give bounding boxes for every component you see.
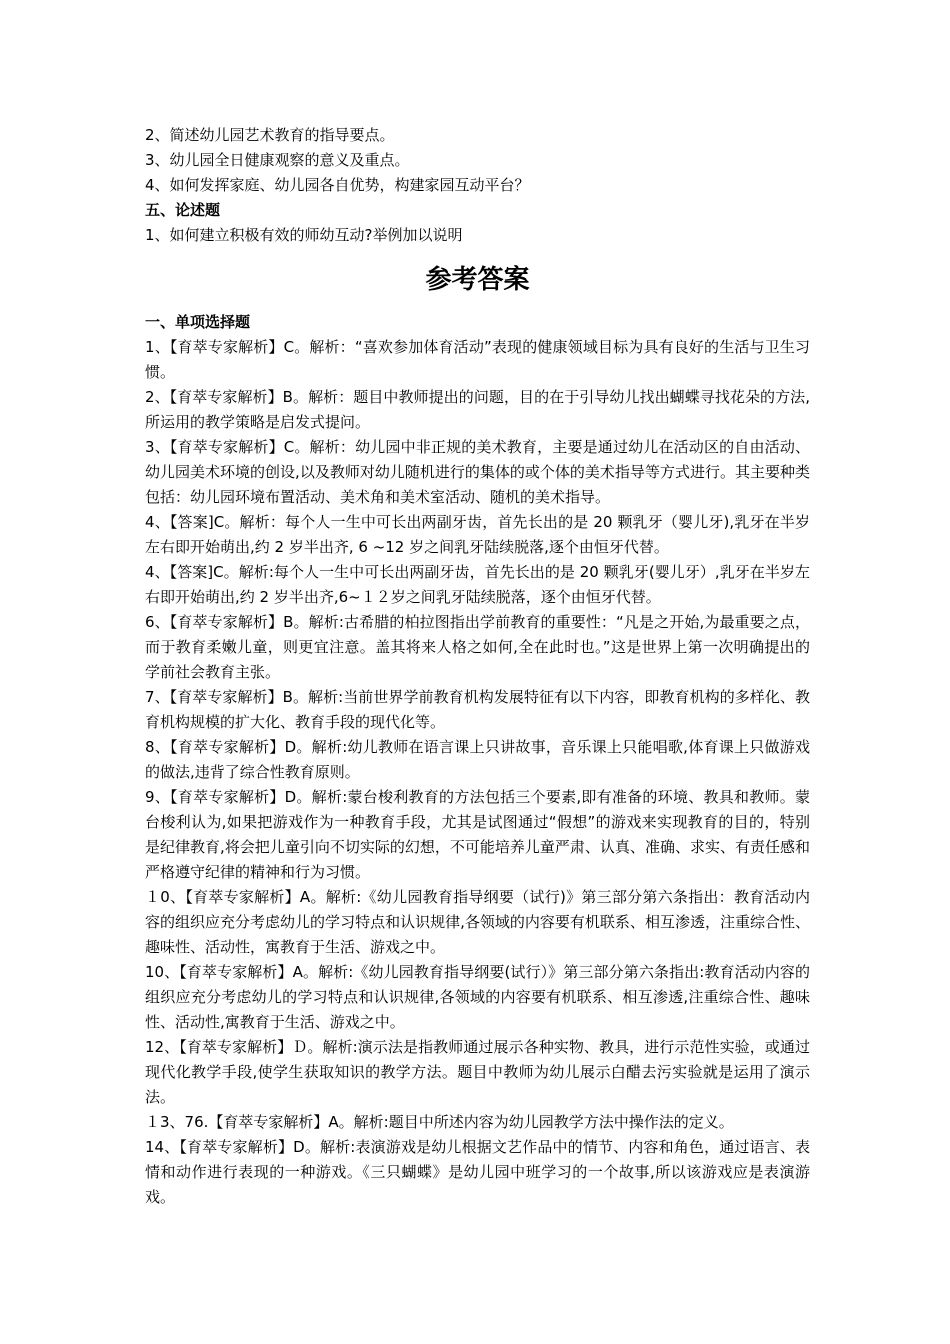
- answer-item: 4、【答案]C。解析:每个人一生中可长出两副牙齿，首先长出的是 20 颗乳牙(婴儿牙）,乳牙在半岁左右即开始萌出,约 2 岁半出齐,6~１２岁之间乳牙陆续脱落，逐个由恒牙代替。: [145, 563, 810, 606]
- section-5-heading: 五、论述题: [145, 201, 221, 219]
- answer-item: 7、【育萃专家解析】B。解析:当前世界学前教育机构发展特征有以下内容，即教育机构的多样化、教育机构规模的扩大化、教育手段的现代化等。: [145, 688, 810, 731]
- answer-item: 2、【育萃专家解析】B。解析：题目中教师提出的问题，目的在于引导幼儿找出蝴蝶寻找花朵的方法,所运用的教学策略是启发式提问。: [145, 388, 810, 431]
- answer-item: 8、【育萃专家解析】D。解析:幼儿教师在语言课上只讲故事，音乐课上只能唱歌,体育课上只做游戏的做法,违背了综合性教育原则。: [145, 738, 810, 781]
- answer-item: 10、【育萃专家解析】A。解析:《幼儿园教育指导纲要(试行）》第三部分第六条指出:教育活动内容的组织应充分考虑幼儿的学习特点和认识规律,各领域的内容要有机联系、相互渗透,注重综合性、趣味性、活动性,寓教育于生活、游戏之中。: [145, 963, 810, 1031]
- answer-item: 3、【育萃专家解析】C。解析：幼儿园中非正规的美术教育，主要是通过幼儿在活动区的自由活动、幼儿园美术环境的创设,以及教师对幼儿随机进行的集体的或个体的美术指导等方式进行。其主要种类包括：幼儿园环境布置活动、美术角和美术室活动、随机的美术指导。: [145, 438, 810, 506]
- question-2: 2、简述幼儿园艺术教育的指导要点。: [145, 126, 395, 144]
- answer-item: 9、【育萃专家解析】D。解析:蒙台梭利教育的方法包括三个要素,即有准备的环境、教具和教师。蒙台梭利认为,如果把游戏作为一种教育手段，尤其是试图通过“假想”的游戏来实现教育的目的，特别是纪律教育,将会把儿童引向不切实际的幻想，不可能培养儿童严肃、认真、准确、求实、有责任感和严格遵守纪律的精神和行为习惯。: [145, 788, 810, 881]
- answer-item: １3、76.【育萃专家解析】A。解析:题目中所述内容为幼儿园教学方法中操作法的定义。: [145, 1113, 734, 1131]
- section-1-heading: 一、单项选择题: [145, 313, 251, 331]
- answer-item: 1、【育萃专家解析】C。解析：“喜欢参加体育活动”表现的健康领域目标为具有良好的生活与卫生习惯。: [145, 338, 810, 381]
- answer-item: 6、【育萃专家解析】B。解析:古希腊的柏拉图指出学前教育的重要性：“凡是之开始,为最重要之点，而于教育柔嫩儿童，则更宜注意。盖其将来人格之如何,全在此时也。”这是世界上第一次明确提出的学前社会教育主张。: [145, 613, 810, 681]
- answer-item: １0、【育萃专家解析】A。解析:《幼儿园教育指导纲要（试行)》第三部分第六条指出：教育活动内容的组织应充分考虑幼儿的学习特点和认识规律,各领域的内容要有机联系、相互渗透，注重综合性、趣味性、活动性，寓教育于生活、游戏之中。: [145, 888, 810, 956]
- answers-title: 参考答案: [425, 265, 530, 295]
- essay-question-1: 1、如何建立积极有效的师幼互动?举例加以说明: [145, 226, 463, 244]
- answer-item: 14、【育萃专家解析】D。解析:表演游戏是幼儿根据文艺作品中的情节、内容和角色，通过语言、表情和动作进行表现的一种游戏。《三只蝴蝶》是幼儿园中班学习的一个故事,所以该游戏应是表演游戏。: [145, 1138, 810, 1206]
- question-3: 3、幼儿园全日健康观察的意义及重点。: [145, 151, 410, 169]
- question-4: 4、如何发挥家庭、幼儿园各自优势，构建家园互动平台？: [145, 176, 530, 194]
- answer-item: 4、【答案]C。解析：每个人一生中可长出两副牙齿，首先长出的是 20 颗乳牙（婴儿牙),乳牙在半岁左右即开始萌出,约 2 岁半出齐, 6 ~12 岁之间乳牙陆续脱落,逐个由恒牙代替。: [145, 513, 810, 556]
- answer-item: 12、【育萃专家解析】Ｄ。解析:演示法是指教师通过展示各种实物、教具，进行示范性实验，或通过现代化教学手段,使学生获取知识的教学方法。题目中教师为幼儿展示白醋去污实验就是运用了演示法。: [145, 1038, 810, 1106]
